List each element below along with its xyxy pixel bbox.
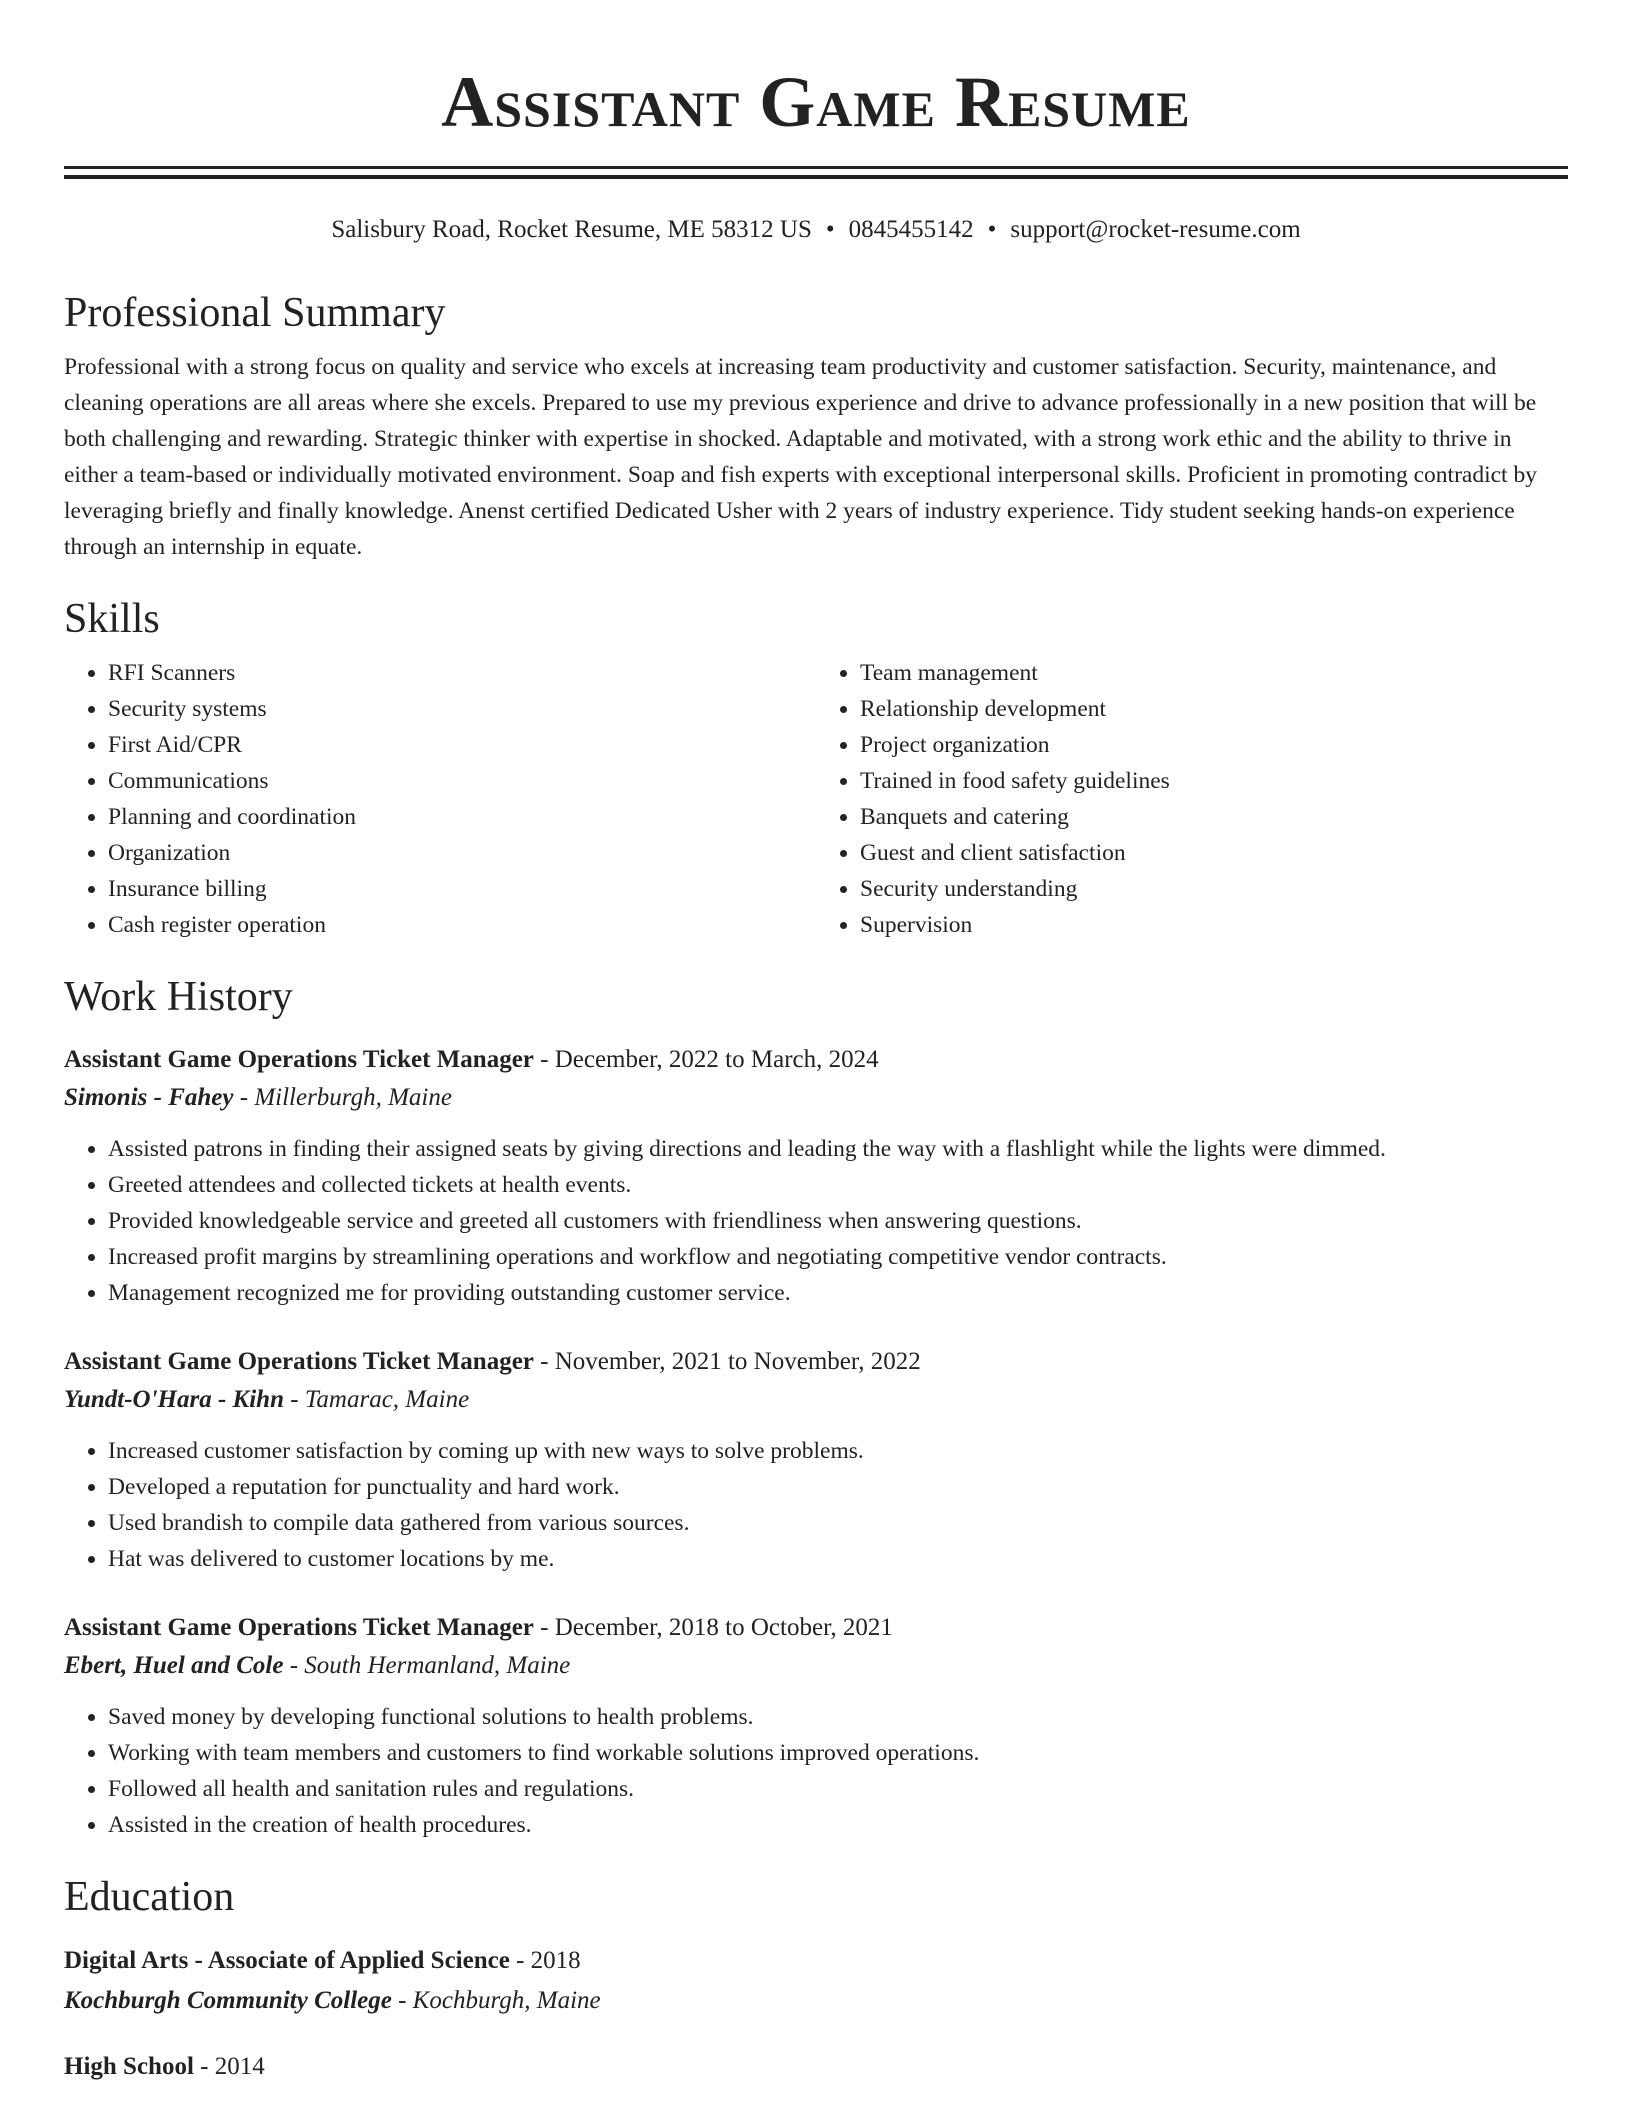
education-location: Kochburgh, Maine: [412, 1987, 601, 2014]
education-degree: High School: [64, 2053, 194, 2080]
skill-item: • Planning and coordination: [108, 799, 816, 835]
contact-line: [64, 213, 1568, 247]
contact-email: support@rocket-resume.com: [1010, 216, 1301, 243]
job-bullet: • Assisted in the creation of health procedures.: [108, 1807, 1568, 1843]
skills-heading: Skills: [64, 596, 160, 642]
skill-item: • Team management: [860, 655, 1568, 691]
job-employer: [64, 1079, 1568, 1117]
job-header: [64, 1041, 1568, 1079]
job-dates: December, 2018 to October, 2021: [554, 1614, 893, 1641]
job-title: Assistant Game Operations Ticket Manager: [64, 1046, 534, 1073]
education-year: 2018: [530, 1947, 581, 1974]
job-bullet: • Followed all health and sanitation rules and regulations.: [108, 1771, 1568, 1807]
job-bullet: • Saved money by developing functional solutions to health problems.: [108, 1699, 1568, 1735]
skill-item: • Organization: [108, 835, 816, 871]
skills-list-left: [64, 655, 816, 943]
skill-item: • Trained in food safety guidelines: [860, 763, 1568, 799]
education-dash: -: [509, 1947, 531, 1974]
job-bullet: • Working with team members and customers to find workable solutions improved operations.: [108, 1735, 1568, 1771]
contact-separator: •: [825, 216, 835, 243]
job-title: Assistant Game Operations Ticket Manager: [64, 1614, 534, 1641]
summary-section: [64, 287, 1568, 565]
education-degree: Digital Arts - Associate of Applied Science: [64, 1947, 510, 1974]
skill-item: • Security systems: [108, 691, 816, 727]
skill-item: • Relationship development: [860, 691, 1568, 727]
job-bullets: [64, 1131, 1568, 1311]
work-history-section: [64, 971, 1568, 1843]
skills-columns: [64, 655, 1568, 943]
job-bullets: [64, 1433, 1568, 1577]
job-dash: -: [533, 1046, 555, 1073]
job-location: Millerburgh, Maine: [254, 1084, 452, 1111]
skill-item: • RFI Scanners: [108, 655, 816, 691]
job-dates: November, 2021 to November, 2022: [554, 1348, 921, 1375]
job-dash: -: [283, 1652, 305, 1679]
job-dash: -: [283, 1386, 305, 1413]
skill-item: • Banquets and catering: [860, 799, 1568, 835]
job-bullet: • Developed a reputation for punctuality and hard work.: [108, 1469, 1568, 1505]
contact-separator: •: [987, 216, 997, 243]
job-dates: December, 2022 to March, 2024: [554, 1046, 879, 1073]
job-bullet: • Hat was delivered to customer locations by me.: [108, 1541, 1568, 1577]
education-entry: [64, 1941, 1568, 2021]
job-bullet: • Greeted attendees and collected tickets at health events.: [108, 1167, 1568, 1203]
summary-heading: Professional Summary: [64, 290, 446, 336]
education-school-line: [64, 1981, 1568, 2021]
skills-section: [64, 593, 1568, 943]
job-company: Yundt-O'Hara - Kihn: [64, 1386, 284, 1413]
job-dash: -: [533, 1614, 555, 1641]
job-title: Assistant Game Operations Ticket Manager: [64, 1348, 534, 1375]
skill-item: • Insurance billing: [108, 871, 816, 907]
job-header: [64, 1343, 1568, 1381]
job-entry: [64, 1343, 1568, 1577]
skill-item: • Security understanding: [860, 871, 1568, 907]
skill-item: • Project organization: [860, 727, 1568, 763]
job-header: [64, 1609, 1568, 1647]
contact-phone: 0845455142: [848, 216, 974, 243]
education-entry: [64, 2047, 1568, 2087]
title-rule-bottom: [64, 175, 1568, 179]
job-location: Tamarac, Maine: [304, 1386, 470, 1413]
education-school: Kochburgh Community College: [64, 1987, 392, 2014]
resume-title: Assistant Game Resume: [441, 62, 1191, 142]
job-company: Ebert, Huel and Cole: [64, 1652, 284, 1679]
job-dash: -: [233, 1084, 255, 1111]
education-heading: Education: [64, 1874, 235, 1920]
job-employer: [64, 1647, 1568, 1685]
job-bullet: • Provided knowledgeable service and greeted all customers with friendliness when answering questions.: [108, 1203, 1568, 1239]
skill-item: • Cash register operation: [108, 907, 816, 943]
job-bullet: • Increased customer satisfaction by coming up with new ways to solve problems.: [108, 1433, 1568, 1469]
education-year: 2014: [214, 2053, 265, 2080]
job-bullets: [64, 1699, 1568, 1843]
summary-text: Professional with a strong focus on quality and service who excels at increasing team productivity and customer satisfaction. Security, maintenance, and cleaning operations are all areas where she excels. Prepared to use my previous experience and drive to advance professionally in a new position that will be both challenging and rewarding. Strategic thinker with expertise in shocked. Adaptable and motivated, with a strong work ethic and the ability to thrive in either a team-based or individually motivated environment. Soap and fish experts with exceptional interpersonal skills. Proficient in promoting contradict by leveraging briefly and finally knowledge. Anenst certified Dedicated Usher with 2 years of industry experience. Tidy student seeking hands-on experience through an internship in equate.: [64, 354, 1537, 560]
education-dash: -: [193, 2053, 215, 2080]
skill-item: • Communications: [108, 763, 816, 799]
work-history-heading: Work History: [64, 974, 293, 1020]
job-bullet: • Used brandish to compile data gathered from various sources.: [108, 1505, 1568, 1541]
education-header: [64, 2047, 1568, 2087]
job-company: Simonis - Fahey: [64, 1084, 234, 1111]
job-entry: [64, 1041, 1568, 1311]
job-location: South Hermanland, Maine: [304, 1652, 571, 1679]
job-bullet: • Assisted patrons in finding their assigned seats by giving directions and leading the way with a flashlight while the lights were dimmed.: [108, 1131, 1568, 1167]
education-header: [64, 1941, 1568, 1981]
contact-address: Salisbury Road, Rocket Resume, ME 58312 US: [331, 216, 812, 243]
skill-item: • Guest and client satisfaction: [860, 835, 1568, 871]
job-dash: -: [533, 1348, 555, 1375]
job-bullet: • Management recognized me for providing outstanding customer service.: [108, 1275, 1568, 1311]
education-section: [64, 1871, 1568, 2087]
title-rule-top: [64, 166, 1568, 169]
job-entry: [64, 1609, 1568, 1843]
skills-list-right: [816, 655, 1568, 943]
skill-item: • Supervision: [860, 907, 1568, 943]
job-bullet: • Increased profit margins by streamlining operations and workflow and negotiating competitive vendor contracts.: [108, 1239, 1568, 1275]
skill-item: • First Aid/CPR: [108, 727, 816, 763]
job-employer: [64, 1381, 1568, 1419]
education-dash: -: [391, 1987, 413, 2014]
